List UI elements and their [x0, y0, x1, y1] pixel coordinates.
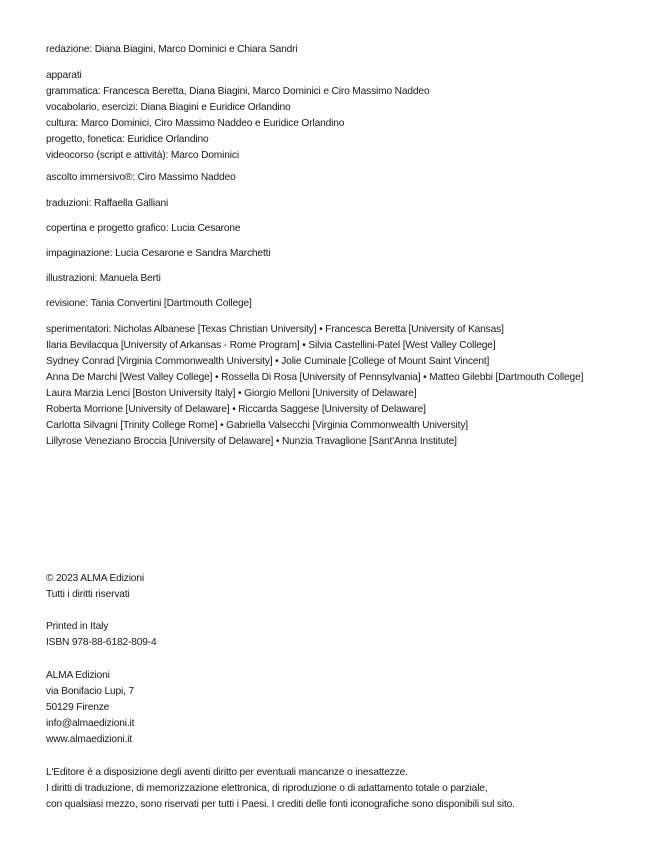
copyright-block	[46, 571, 144, 603]
credit-traduzioni: traduzioni: Raffaella Galliani	[46, 198, 169, 209]
sperimentatori-line: Sydney Conrad [Virginia Commonwealth University] • Jolie Cuminale [College of Mount Saint Vincent]	[46, 356, 490, 367]
publisher-address-block	[46, 668, 134, 748]
sperimentatori-line: Carlotta Silvagni [Trinity College Rome] • Gabriella Valsecchi [Virginia Commonwealth University]	[46, 420, 468, 431]
copyright-notice: © 2023 ALMA Edizioni	[46, 573, 144, 584]
legal-line: con qualsiasi mezzo, sono riservati per tutti i Paesi. I crediti delle fonti iconografiche sono disponibili sul sito.	[46, 799, 515, 810]
sperimentatori-line: Anna De Marchi [West Valley College] • Rossella Di Rosa [University of Pennsylvania] • Matteo Gilebbi [Dartmouth College]	[46, 372, 584, 383]
publisher-website: www.almaedizioni.it	[46, 734, 133, 745]
print-info-block	[46, 619, 157, 651]
apparati-heading: apparati	[46, 70, 82, 81]
legal-line: I diritti di traduzione, di memorizzazione elettronica, di riproduzione o di adattamento totale o parziale,	[46, 783, 488, 794]
apparati-line: vocabolario, esercizi: Diana Biagini e Euridice Orlandino	[46, 102, 291, 113]
sperimentatori-line: Lillyrose Veneziano Broccia [University of Delaware] • Nunzia Travaglione [Sant'Anna Institute]	[46, 436, 457, 447]
credit-revisione: revisione: Tania Convertini [Dartmouth College]	[46, 298, 252, 309]
sperimentatori-line: Roberta Morrione [University of Delaware] • Riccarda Saggese [University of Delaware]	[46, 404, 426, 415]
publisher-name: ALMA Edizioni	[46, 670, 110, 681]
credit-apparati	[46, 68, 429, 164]
isbn: ISBN 978-88-6182-809-4	[46, 637, 157, 648]
sperimentatori-line: Ilaria Bevilacqua [University of Arkansas - Rome Program] • Silvia Castellini-Patel [West Valley College]	[46, 340, 496, 351]
apparati-line: videocorso (script e attività): Marco Dominici	[46, 150, 239, 161]
publisher-street: via Bonifacio Lupi, 7	[46, 686, 135, 697]
sperimentatori-line: sperimentatori: Nicholas Albanese [Texas Christian University] • Francesca Beretta [University of Kansas]	[46, 324, 504, 335]
apparati-line: progetto, fonetica: Euridice Orlandino	[46, 134, 209, 145]
sperimentatori-line: Laura Marzia Lenci [Boston University Italy] • Giorgio Melloni [University of Delaware]	[46, 388, 417, 399]
legal-notice	[46, 765, 515, 813]
credit-redazione: redazione: Diana Biagini, Marco Dominici e Chiara Sandri	[46, 44, 298, 55]
credit-copertina: copertina e progetto grafico: Lucia Cesarone	[46, 223, 241, 234]
credit-impaginazione: impaginazione: Lucia Cesarone e Sandra Marchetti	[46, 248, 271, 259]
publisher-city: 50129 Firenze	[46, 702, 110, 713]
credit-sperimentatori	[46, 322, 583, 450]
publisher-email: info@almaedizioni.it	[46, 718, 135, 729]
credit-illustrazioni: illustrazioni: Manuela Berti	[46, 273, 161, 284]
apparati-line: grammatica: Francesca Beretta, Diana Biagini, Marco Dominici e Ciro Massimo Naddeo	[46, 86, 430, 97]
credit-ascolto: ascolto immersivo®: Ciro Massimo Naddeo	[46, 172, 236, 183]
printed-in: Printed in Italy	[46, 621, 109, 632]
legal-line: L'Editore è a disposizione degli aventi diritto per eventuali mancanze o inesattezze.	[46, 767, 408, 778]
apparati-line: cultura: Marco Dominici, Ciro Massimo Naddeo e Euridice Orlandino	[46, 118, 345, 129]
rights-notice: Tutti i diritti riservati	[46, 589, 130, 600]
